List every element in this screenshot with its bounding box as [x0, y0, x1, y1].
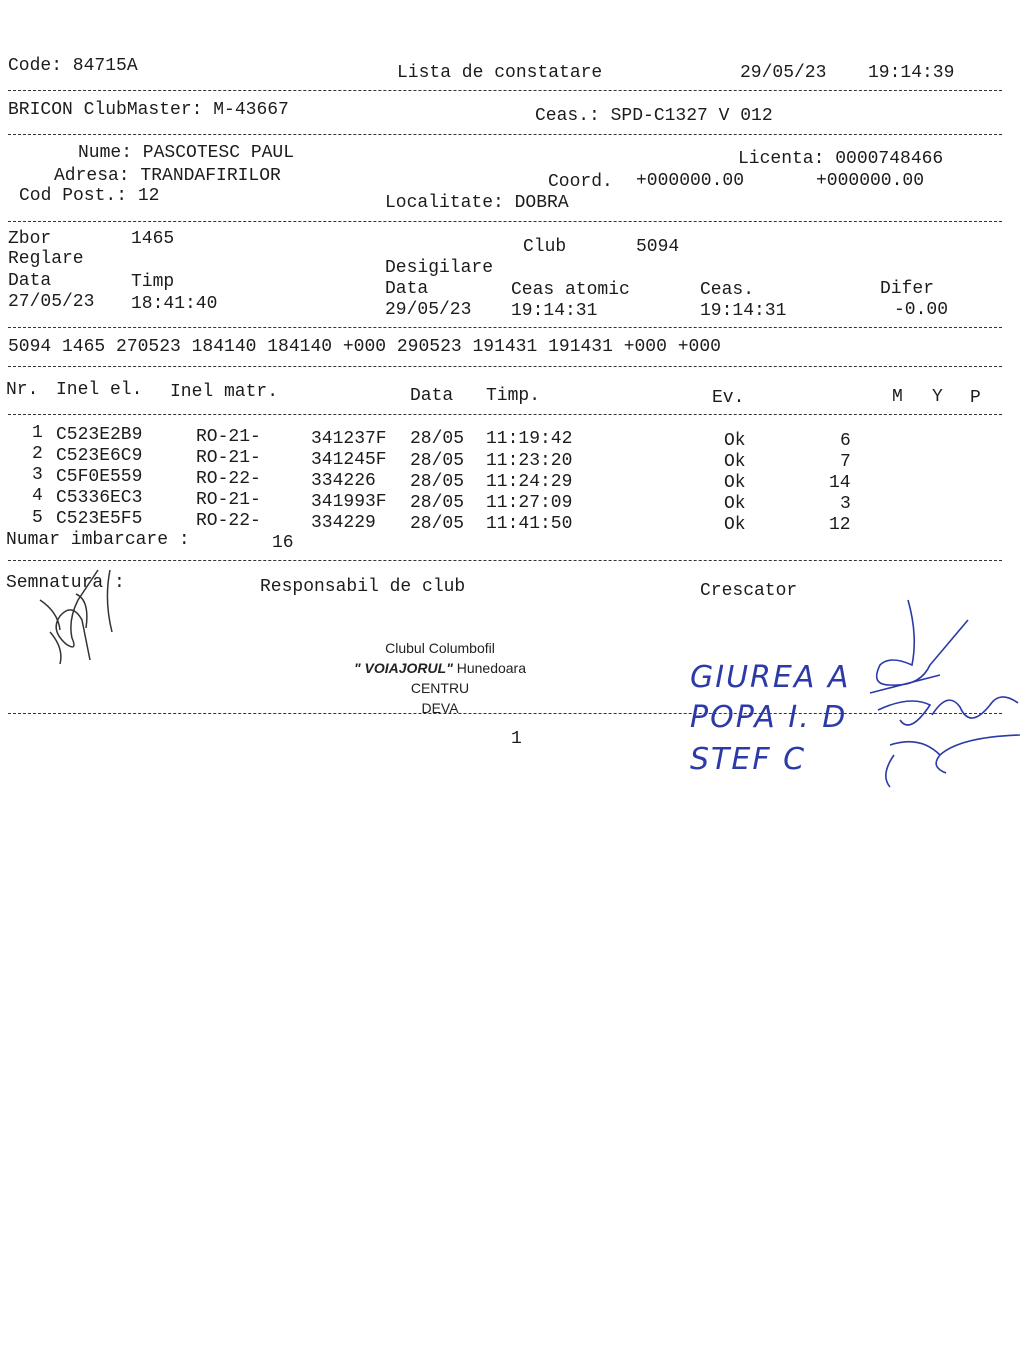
clock-value: 19:14:31 [700, 301, 787, 321]
ring-prefix: RO-22- [196, 511, 261, 531]
reglare-date: 27/05/23 [8, 292, 95, 312]
event-status: Ok [724, 431, 746, 451]
col-header-ev: Ev. [712, 388, 745, 408]
divider [8, 366, 1002, 367]
ring-electronic: C523E2B9 [56, 425, 143, 445]
ring-prefix: RO-21- [196, 427, 261, 447]
page-number: 1 [511, 729, 522, 749]
ring-electronic: C523E6C9 [56, 446, 143, 466]
license-number: Licenta: 0000748466 [738, 149, 944, 169]
embarked-label: Numar imbarcare : [6, 530, 190, 550]
owner-postal-code: Cod Post.: 12 [19, 186, 160, 206]
ring-number: 334226 [311, 471, 376, 491]
arrival-date: 28/05 [410, 472, 465, 492]
ring-number: 341237F [311, 429, 387, 449]
owner-name: Nume: PASCOTESC PAUL [78, 143, 295, 163]
col-header-inel-matr: Inel matr. [170, 382, 279, 402]
ring-electronic: C523E5F5 [56, 509, 143, 529]
event-status: Ok [724, 494, 746, 514]
row-number: 3 [32, 465, 43, 485]
arrival-date: 28/05 [410, 514, 465, 534]
stamp-club-name: " VOIAJORUL" [353, 660, 453, 676]
stamp-line-2 [300, 658, 580, 678]
stamp-line-4: DEVA [421, 700, 459, 716]
flight-label: Zbor [8, 229, 52, 249]
document-title: Lista de constatare [397, 63, 603, 83]
club-number: 5094 [636, 237, 680, 257]
event-status: Ok [724, 515, 746, 535]
ring-prefix: RO-22- [196, 469, 261, 489]
arrival-time: 11:27:09 [486, 493, 573, 513]
col-header-nr: Nr. [6, 380, 39, 400]
arrival-time: 11:41:50 [486, 514, 573, 534]
signature-scribble [20, 560, 130, 670]
ring-number: 341993F [311, 492, 387, 512]
row-value: 6 [840, 431, 851, 451]
ring-prefix: RO-21- [196, 490, 261, 510]
row-number: 5 [32, 508, 43, 528]
header-date: 29/05/23 [740, 63, 827, 83]
divider [8, 90, 1002, 91]
row-number: 4 [32, 486, 43, 506]
arrival-date: 28/05 [410, 451, 465, 471]
desigilare-date: 29/05/23 [385, 300, 472, 320]
row-number: 2 [32, 444, 43, 464]
arrival-date: 28/05 [410, 493, 465, 513]
signature-label: Semnatura : [6, 573, 125, 593]
ring-electronic: C5336EC3 [56, 488, 143, 508]
breeder-label: Crescator [700, 581, 798, 601]
event-status: Ok [724, 473, 746, 493]
locality: Localitate: DOBRA [385, 193, 569, 213]
divider [8, 414, 1002, 415]
arrival-time: 11:23:20 [486, 451, 573, 471]
divider [8, 560, 1002, 561]
signature-scribble-right [850, 595, 1022, 790]
coord-label: Coord. [548, 172, 613, 192]
handwritten-name-1: GIUREA A [690, 660, 851, 695]
stamp-line-1: Clubul Columbofil [385, 640, 495, 656]
clock-label: Ceas. [700, 280, 755, 300]
handwritten-name-3: STEF C [690, 742, 807, 777]
row-value: 7 [840, 452, 851, 472]
owner-address: Adresa: TRANDAFIRILOR [54, 166, 281, 186]
col-header-m: M [892, 387, 903, 407]
divider [8, 134, 1002, 135]
col-header-inel-el: Inel el. [56, 380, 143, 400]
ring-electronic: C5F0E559 [56, 467, 143, 487]
difference-label: Difer [880, 279, 935, 299]
embarked-count: 16 [272, 533, 294, 553]
club-stamp [300, 638, 580, 718]
divider [8, 221, 1002, 222]
flight-number: 1465 [131, 229, 175, 249]
row-value: 14 [829, 473, 851, 493]
divider [8, 327, 1002, 328]
code-label: Code: 84715A [8, 56, 138, 76]
clock-id: Ceas.: SPD-C1327 V 012 [535, 106, 773, 126]
difference-value: -0.00 [894, 300, 949, 320]
stamp-line-3: CENTRU [410, 680, 470, 696]
coord-value-2: +000000.00 [816, 171, 925, 191]
reglare-time: 18:41:40 [131, 294, 218, 314]
ring-prefix: RO-21- [196, 448, 261, 468]
encoded-data-line: 5094 1465 270523 184140 184140 +000 290523 191431 191431 +000 +000 [8, 337, 721, 357]
col-header-y: Y [932, 387, 943, 407]
club-label: Club [523, 237, 567, 257]
arrival-time: 11:24:29 [486, 472, 573, 492]
reglare-time-label: Timp [131, 272, 175, 292]
row-value: 3 [840, 494, 851, 514]
header-time: 19:14:39 [868, 63, 955, 83]
ring-number: 334229 [311, 513, 376, 533]
reglare-date-label: Data [8, 271, 52, 291]
arrival-time: 11:19:42 [486, 429, 573, 449]
col-header-data: Data [410, 386, 454, 406]
reglare-label: Reglare [8, 249, 84, 269]
atomic-clock-label: Ceas atomic [511, 280, 630, 300]
clubmaster-id: BRICON ClubMaster: M-43667 [8, 100, 289, 120]
row-number: 1 [32, 423, 43, 443]
ring-number: 341245F [311, 450, 387, 470]
atomic-clock-value: 19:14:31 [511, 301, 598, 321]
handwritten-name-2: POPA I. D [690, 700, 848, 735]
desigilare-label: Desigilare [385, 258, 494, 278]
col-header-timp: Timp. [486, 386, 541, 406]
coord-value-1: +000000.00 [636, 171, 745, 191]
club-responsible-label: Responsabil de club [260, 577, 466, 597]
arrival-date: 28/05 [410, 429, 465, 449]
row-value: 12 [829, 515, 851, 535]
stamp-city: Hunedoara [456, 660, 526, 676]
col-header-p: P [970, 388, 981, 408]
desigilare-date-label: Data [385, 279, 429, 299]
event-status: Ok [724, 452, 746, 472]
